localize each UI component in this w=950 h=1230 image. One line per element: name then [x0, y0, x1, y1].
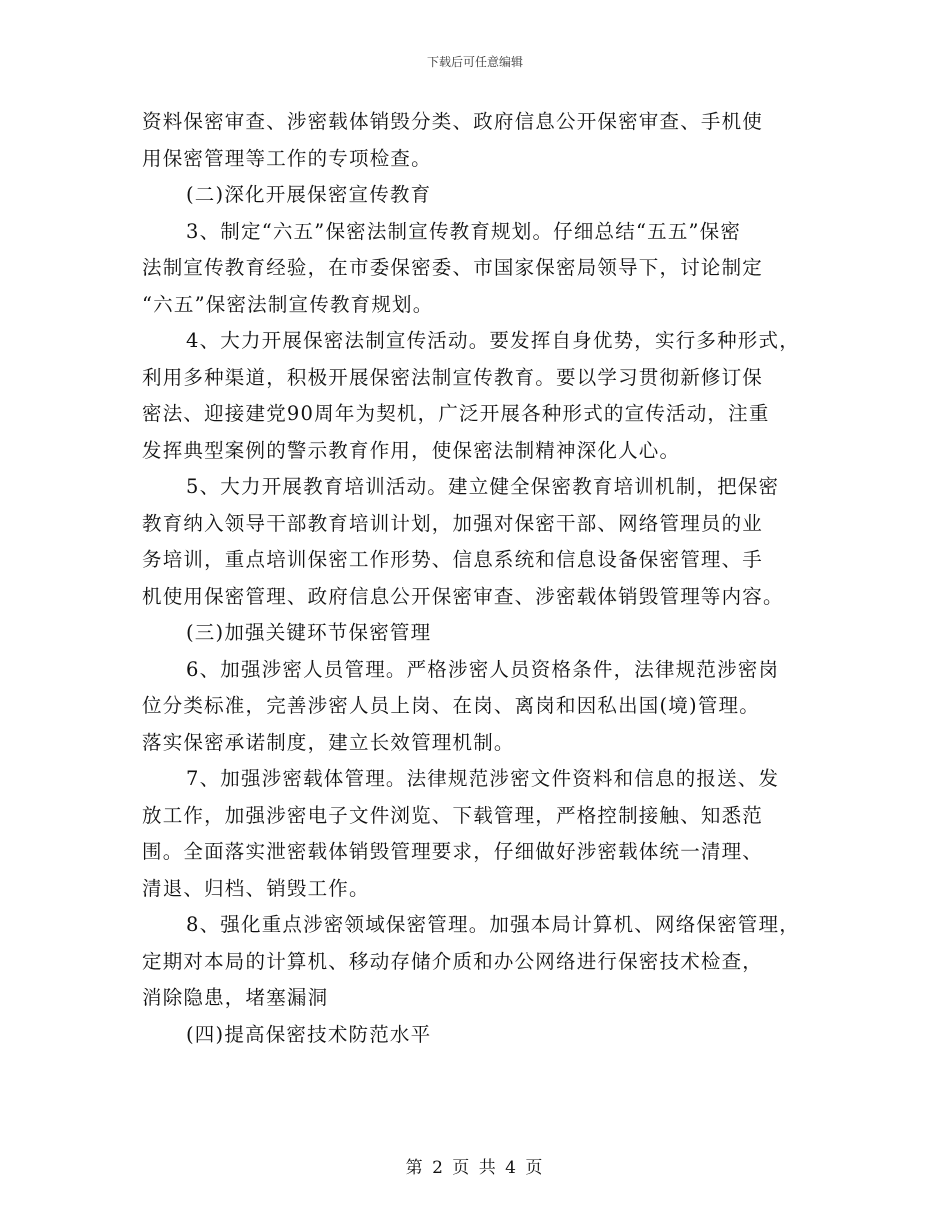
- paragraph-line: 密法、迎接建党90周年为契机，广泛开展各种形式的宣传活动，注重: [142, 402, 770, 425]
- paragraph-line: (三)加强关键环节保密管理: [186, 621, 432, 644]
- paragraph-line: 务培训，重点培训保密工作形势、信息系统和信息设备保密管理、手: [142, 548, 764, 571]
- paragraph-line: 围。全面落实泄密载体销毁管理要求，仔细做好涉密载体统一清理、: [142, 840, 764, 863]
- paragraph-line: 4、大力开展保密法制宣传活动。要发挥自身优势，实行多种形式，: [186, 329, 800, 352]
- paragraph-line: (四)提高保密技术防范水平: [186, 1022, 432, 1046]
- paragraph-line: 8、强化重点涉密领域保密管理。加强本局计算机、网络保密管理，: [186, 913, 800, 936]
- paragraph-line: 发挥典型案例的警示教育作用，使保密法制精神深化人心。: [142, 438, 681, 462]
- paragraph-line: 落实保密承诺制度，建立长效管理机制。: [142, 730, 515, 754]
- paragraph-line: 消除隐患，堵塞漏洞: [142, 986, 329, 1009]
- paragraph-line: 位分类标准，完善涉密人员上岗、在岗、离岗和因私出国(境)管理。: [142, 694, 760, 717]
- document-body: [142, 104, 822, 1053]
- paragraph-line: 资料保密审查、涉密载体销毁分类、政府信息公开保密审查、手机使: [142, 110, 764, 133]
- paragraph-line: 用保密管理等工作的专项检查。: [142, 146, 432, 170]
- paragraph-line: (二)深化开展保密宣传教育: [186, 183, 432, 206]
- paragraph-line: 机使用保密管理、政府信息公开保密审查、涉密载体销毁管理等内容。: [142, 584, 784, 608]
- paragraph-line: 利用多种渠道，积极开展保密法制宣传教育。要以学习贯彻新修订保: [142, 365, 764, 389]
- paragraph-line: “六五”保密法制宣传教育规划。: [142, 292, 434, 316]
- paragraph-line: 7、加强涉密载体管理。法律规范涉密文件资料和信息的报送、发: [186, 767, 780, 790]
- paragraph-line: 定期对本局的计算机、移动存储介质和办公网络进行保密技术检查，: [142, 949, 764, 973]
- page-header: 下载后可任意编辑: [426, 55, 523, 69]
- paragraph-line: 3、制定“六五”保密法制宣传教育规划。仔细总结“五五”保密: [186, 219, 742, 243]
- paragraph-line: 放工作，加强涉密电子文件浏览、下载管理，严格控制接触、知悉范: [142, 803, 764, 827]
- paragraph-line: 5、大力开展教育培训活动。建立健全保密教育培训机制，把保密: [186, 475, 780, 498]
- paragraph-line: 清退、归档、销毁工作。: [142, 876, 370, 900]
- paragraph-line: 法制宣传教育经验，在市委保密委、市国家保密局领导下，讨论制定: [142, 256, 764, 279]
- page-footer: 第 2 页 共 4 页: [405, 1158, 545, 1178]
- paragraph-line: 教育纳入领导干部教育培训计划，加强对保密干部、网络管理员的业: [142, 511, 764, 535]
- paragraph-line: 6、加强涉密人员管理。严格涉密人员资格条件，法律规范涉密岗: [186, 657, 780, 681]
